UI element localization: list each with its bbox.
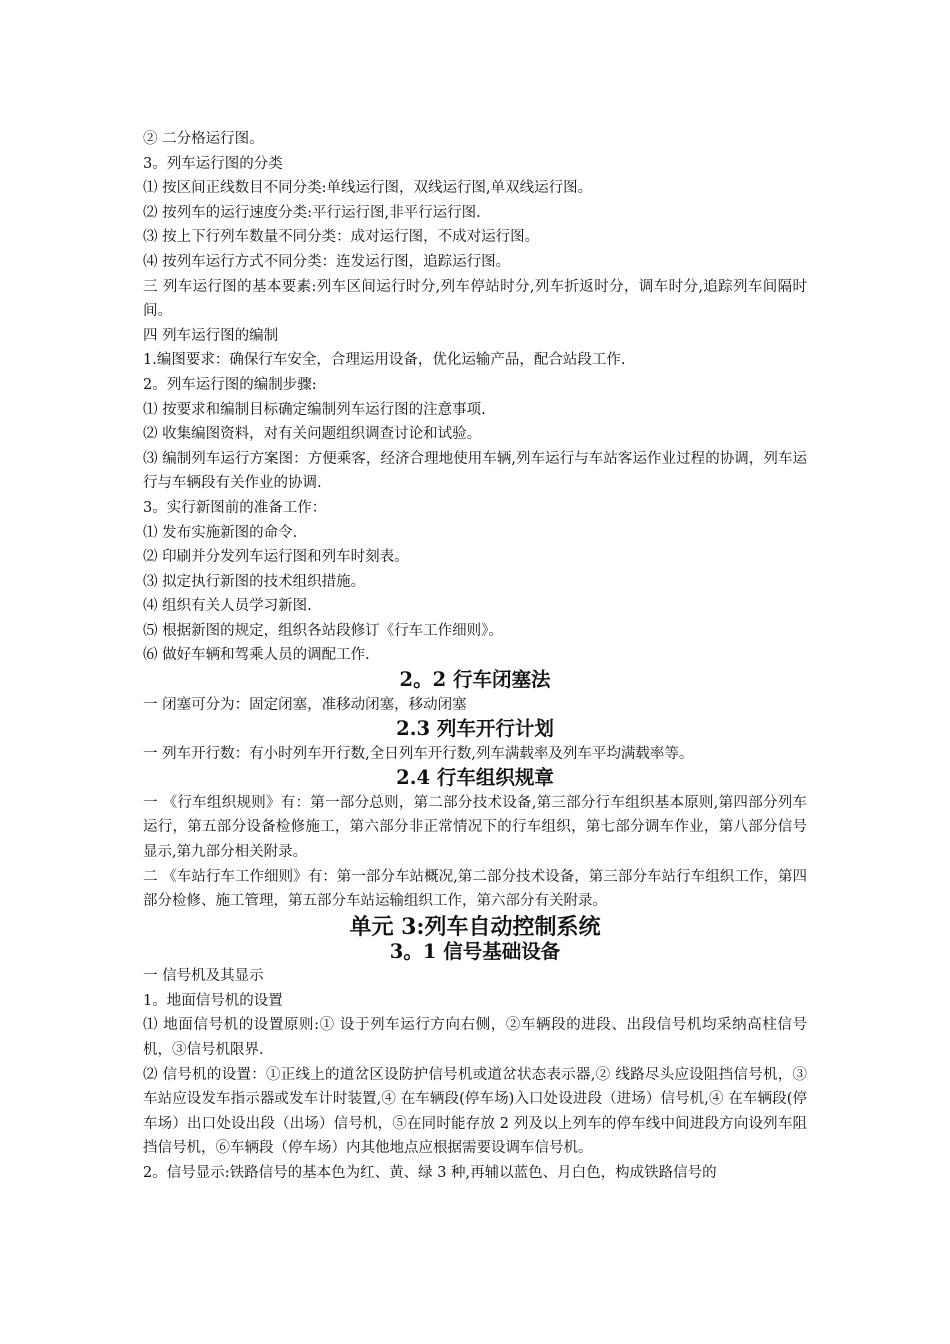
paragraph: ⑵ 印刷并分发列车运行图和列车时刻表。 bbox=[143, 549, 409, 566]
paragraph: 3。列车运行图的分类 bbox=[143, 155, 283, 172]
paragraph: 二 《车站行车工作细则》有：第一部分车站概况,第二部分技术设备，第三部分车站行车组织工作，第四部分检修、施工管理，第五部分车站运输组织工作，第六部分有关附录。 bbox=[143, 868, 807, 910]
paragraph: ⑹ 做好车辆和驾乘人员的调配工作. bbox=[143, 647, 370, 664]
section-heading-2-3: 2.3 列车开行计划 bbox=[396, 717, 554, 741]
paragraph: ⑶ 编制列车运行方案图：方便乘客，经济合理地使用车辆,列车运行与车站客运作业过程的协调，列车运行与车辆段有关作业的协调. bbox=[143, 450, 807, 492]
paragraph: 四 列车运行图的编制 bbox=[143, 327, 279, 344]
paragraph: ⑸ 根据新图的规定，组织各站段修订《行车工作细则》。 bbox=[143, 622, 503, 639]
paragraph: ⑷ 组织有关人员学习新图. bbox=[143, 598, 312, 615]
paragraph: 三 列车运行图的基本要素:列车区间运行时分,列车停站时分,列车折返时分，调车时分,追踪列车间隔时间。 bbox=[143, 278, 807, 320]
paragraph: 2。信号显示:铁路信号的基本色为红、黄、绿 3 种,再辅以蓝色、月白色，构成铁路信号的 bbox=[143, 1164, 717, 1181]
section-heading-2-4: 2.4 行车组织规章 bbox=[396, 766, 554, 790]
paragraph: ⑵ 收集编图资料，对有关问题组织调查讨论和试验。 bbox=[143, 426, 482, 443]
paragraph: 一 闭塞可分为：固定闭塞，准移动闭塞，移动闭塞 bbox=[143, 696, 467, 713]
paragraph: ⑵ 按列车的运行速度分类:平行运行图,非平行运行图. bbox=[143, 204, 481, 221]
paragraph: ⑷ 按列车运行方式不同分类：连发运行图，追踪运行图。 bbox=[143, 253, 511, 270]
paragraph: ⑴ 发布实施新图的命令. bbox=[143, 524, 298, 541]
paragraph: 1。地面信号机的设置 bbox=[143, 992, 283, 1009]
unit-heading: 单元 3:列车自动控制系统 bbox=[349, 913, 601, 940]
document-body bbox=[143, 127, 807, 1186]
section-heading-3-1: 3。1 信号基础设备 bbox=[389, 939, 561, 963]
paragraph: 1.编图要求：确保行车安全，合理运用设备，优化运输产品，配合站段工作. bbox=[143, 352, 626, 369]
paragraph: ⑴ 按要求和编制目标确定编制列车运行图的注意事项. bbox=[143, 401, 486, 418]
paragraph: ② 二分格运行图。 bbox=[143, 131, 264, 147]
paragraph: ⑵ 信号机的设置：①正线上的道岔区设防护信号机或道岔状态表示器,② 线路尽头应设阻挡信号机，③车站应设发车指示器或发车计时装置,④ 在车辆段(停车场)入口处设进段（进场）信号机,④ 在车辆段(停车场）出口处设出段（出场）信号机，⑤在同时能存放 2 列及以上列车的停车线中间进段方向设列车阻挡信号机，⑥车辆段（停车场）内其他地点应根据需要设调车信号机。 bbox=[143, 1066, 807, 1157]
paragraph: 一 列车开行数：有小时列车开行数,全日列车开行数,列车满载率及列车平均满载率等。 bbox=[143, 745, 694, 762]
paragraph: ⑶ 拟定执行新图的技术组织措施。 bbox=[143, 573, 366, 590]
paragraph: ⑴ 地面信号机的设置原则:① 设于列车运行方向右侧，②车辆段的进段、出段信号机均采纳高柱信号机，③信号机限界. bbox=[143, 1017, 807, 1058]
paragraph: 3。实行新图前的准备工作： bbox=[143, 499, 327, 516]
paragraph: 2。列车运行图的编制步骤: bbox=[143, 376, 317, 393]
paragraph: 一 《行车组织规则》有：第一部分总则，第二部分技术设备,第三部分行车组织基本原则,第四部分列车运行，第五部分设备检修施工，第六部分非正常情况下的行车组织，第七部分调车作业，第八部分信号显示,第九部分相关附录。 bbox=[143, 794, 807, 860]
paragraph: ⑶ 按上下行列车数量不同分类：成对运行图，不成对运行图。 bbox=[143, 229, 540, 246]
paragraph: 一 信号机及其显示 bbox=[143, 968, 264, 985]
section-heading-2-2: 2。2 行车闭塞法 bbox=[399, 668, 551, 692]
paragraph: ⑴ 按区间正线数目不同分类:单线运行图，双线运行图,单双线运行图。 bbox=[143, 180, 593, 197]
